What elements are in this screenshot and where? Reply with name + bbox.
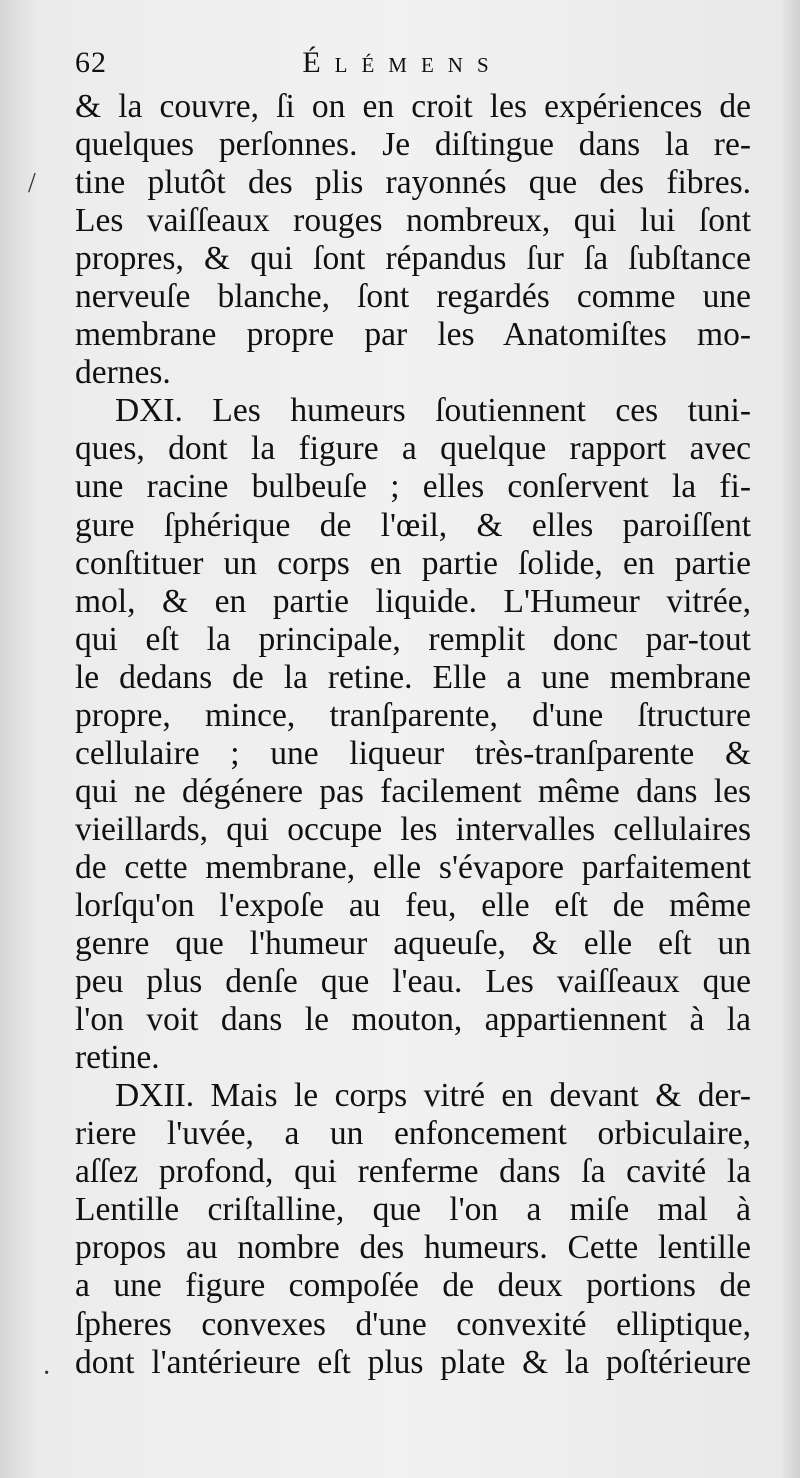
text-line: vieillards, qui occupe les intervalles cellulaires — [75, 810, 751, 848]
paragraph-start-dxii: DXII. Mais le corps vitré en devant & der- — [115, 1077, 751, 1115]
text-line: retine. — [75, 1039, 160, 1077]
text-line: cellulaire ; une liqueur très-tranſparente & — [75, 734, 751, 772]
text-line: mol, & en partie liquide. L'Humeur vitrée, — [75, 582, 751, 620]
text-line: qui ne dégénere pas facilement même dans les — [75, 772, 751, 810]
text-line: peu plus denſe que l'eau. Les vaiſſeaux que — [75, 963, 751, 1001]
text-line: de cette membrane, elle s'évapore parfaitement — [75, 848, 751, 886]
text-line: gure ſphérique de l'œil, & elles paroiſſent — [75, 506, 751, 544]
text-line: dont l'antérieure eſt plus plate & la poſtérieure — [75, 1343, 751, 1381]
text-line: lorſqu'on l'expoſe au feu, elle eſt de même — [75, 886, 751, 924]
text-line: Lentille criſtalline, que l'on a miſe mal à — [75, 1191, 751, 1229]
text-line: une racine bulbeuſe ; elles conſervent la fi- — [75, 468, 751, 506]
text-line: propos au nombre des humeurs. Cette lentille — [75, 1229, 751, 1267]
text-line: propres, & qui ſont répandus ſur ſa ſubſtance — [75, 240, 751, 278]
text-line: conſtituer un corps en partie ſolide, en partie — [75, 544, 751, 582]
running-title: Élémens — [302, 46, 503, 79]
page-number: 62 — [75, 46, 107, 79]
margin-mark: / — [28, 168, 36, 199]
text-line: dernes. — [75, 354, 171, 392]
text-line: qui eſt la principale, remplit donc par-tout — [75, 620, 751, 658]
text-line: quelques perſonnes. Je diſtingue dans la re- — [75, 126, 751, 164]
text-line: aſſez profond, qui renferme dans ſa cavité la — [75, 1153, 751, 1191]
running-head — [75, 40, 730, 90]
text-line: nerveuſe blanche, ſont regardés comme une — [75, 278, 751, 316]
text-line: le dedans de la retine. Elle a une membrane — [75, 658, 751, 696]
text-line: tine plutôt des plis rayonnés que des fibres. — [75, 164, 751, 202]
text-line: ques, dont la figure a quelque rapport avec — [75, 430, 751, 468]
text-line: l'on voit dans le mouton, appartiennent à la — [75, 1001, 751, 1039]
margin-dot: · — [42, 1358, 52, 1389]
text-line: Les vaiſſeaux rouges nombreux, qui lui ſont — [75, 202, 751, 240]
paragraph-start-dxi: DXI. Les humeurs ſoutiennent ces tuni- — [115, 392, 751, 430]
text-line: ſpheres convexes d'une convexité elliptique, — [75, 1305, 751, 1343]
body-text — [75, 88, 751, 1382]
text-line: riere l'uvée, a un enfoncement orbiculaire, — [75, 1115, 751, 1153]
text-line: a une figure compoſée de deux portions de — [75, 1267, 751, 1305]
text-line: membrane propre par les Anatomiſtes mo- — [75, 316, 751, 354]
text-line: & la couvre, ſi on en croit les expériences de — [75, 88, 751, 125]
text-line: genre que l'humeur aqueuſe, & elle eſt un — [75, 925, 751, 963]
text-line: propre, mince, tranſparente, d'une ſtructure — [75, 696, 751, 734]
